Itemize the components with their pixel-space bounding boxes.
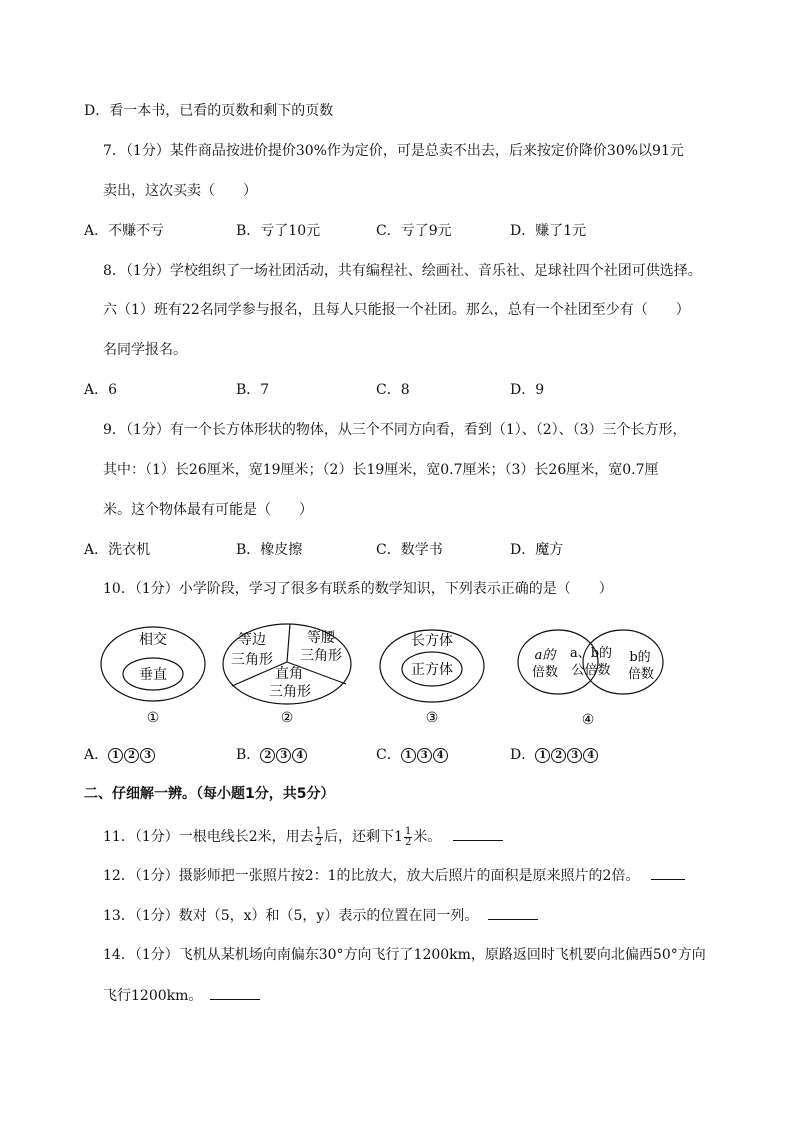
q7-option-d: D．赚了1元 [510, 223, 587, 239]
diagram-3-inner-label: 正方体 [411, 662, 453, 678]
q11-text-1: 11．（1分）一根电线长2米，用去 [103, 829, 314, 845]
q14-line1: 14．（1分）飞机从某机场向南偏东30°方向飞行了1200km，原路返回时飞机要向北偏西50°方向 [103, 947, 706, 963]
circled-number: 3 [140, 748, 155, 763]
answer-blank[interactable] [453, 826, 503, 841]
q11-line [103, 823, 503, 851]
q10-option-a [84, 745, 156, 765]
diagram-4-left-line1: a的 [534, 648, 556, 663]
q10-option-d [510, 745, 599, 765]
circled-number: 2 [124, 748, 139, 763]
q9-option-a: A．洗衣机 [84, 542, 151, 558]
diagram-2-section3-line2: 三角形 [269, 684, 311, 700]
diagram-1-inner-label: 垂直 [139, 667, 167, 683]
answer-blank[interactable] [488, 905, 538, 920]
fraction [404, 827, 412, 848]
q14-line2 [103, 985, 260, 1006]
q11-text-3: 米。 [413, 829, 442, 845]
diagram-2-section1-line1: 等边 [238, 632, 266, 648]
numerator: 1 [404, 825, 412, 837]
denominator: 2 [404, 836, 412, 848]
diagram-2-section3-line1: 直角 [275, 666, 303, 682]
option-letter: B． [236, 747, 261, 763]
answer-blank[interactable] [651, 865, 685, 880]
q8-line2: 六（1）班有22名同学参与报名，且每人只能报一个社团。那么，总有一个社团至少有（ ） [103, 302, 690, 318]
circled-number: 2 [260, 748, 275, 763]
q6-option-d: D．看一本书，已看的页数和剩下的页数 [84, 103, 334, 119]
circled-number: 4 [433, 748, 448, 763]
option-letter: D． [510, 747, 536, 763]
q10-option-b [236, 745, 308, 765]
q7-line1: 7．（1分）某件商品按进价提价30%作为定价，可是总卖不出去，后来按定价降价30%以91元 [103, 143, 684, 159]
q12-text: 12．（1分）摄影师把一张照片按2：1的比放大，放大后照片的面积是原来照片的2倍。 [103, 868, 640, 884]
diagram-1-outer-label: 相交 [139, 632, 167, 648]
q8-option-d: D．9 [510, 382, 545, 398]
circled-number: 3 [417, 748, 432, 763]
option-letter: C． [376, 747, 401, 763]
diagram-2-section1-line2: 三角形 [231, 652, 273, 668]
denominator: 2 [315, 836, 323, 848]
q11-text-2: 后，还剩下1 [324, 829, 403, 845]
q12-line [103, 865, 685, 886]
section-2-title: 二、仔细解一辨。（每小题1分，共5分） [84, 786, 335, 802]
option-letter: A． [84, 747, 109, 763]
q7-option-c: C．亏了9元 [376, 223, 452, 239]
diagram-4-left-line2: 倍数 [531, 665, 559, 680]
q7-option-a: A．不赚不亏 [84, 223, 165, 239]
q9-line2: 其中：（1）长26厘米，宽19厘米；（2）长19厘米，宽0.7厘米；（3）长26厘米，宽0.7厘 [103, 462, 659, 478]
circled-number: 3 [276, 748, 291, 763]
diagram-4-middle-line2: 公倍数 [571, 663, 611, 678]
numerator: 1 [315, 825, 323, 837]
diagram-3-number: ③ [425, 710, 439, 726]
q13-text: 13．（1分）数对（5，x）和（5，y）表示的位置在同一列。 [103, 908, 479, 924]
q7-option-b: B．亏了10元 [236, 223, 321, 239]
diagram-1-number: ① [146, 710, 160, 726]
q9-line3: 米。这个物体最有可能是（ ） [103, 502, 313, 518]
q9-option-d: D．魔方 [510, 542, 564, 558]
q10-line1: 10．（1分）小学阶段，学习了很多有联系的数学知识，下列表示正确的是（ ） [103, 581, 613, 597]
circled-number: 4 [292, 748, 307, 763]
q8-option-a: A．6 [84, 382, 118, 398]
circled-number: 1 [401, 748, 416, 763]
q8-option-c: C．8 [376, 382, 410, 398]
diagram-2-section2-line1: 等腰 [307, 630, 335, 646]
answer-blank[interactable] [210, 985, 260, 1000]
q10-diagrams [0, 612, 794, 742]
q9-option-b: B．橡皮擦 [236, 542, 303, 558]
q13-line [103, 905, 538, 926]
circled-number: 4 [583, 748, 598, 763]
fraction [315, 827, 323, 848]
diagram-3-outer-label: 长方体 [411, 633, 453, 649]
q9-option-c: C．数学书 [376, 542, 443, 558]
q7-line2: 卖出，这次买卖（ ） [103, 183, 257, 199]
diagram-4-right-line1: b的 [629, 650, 651, 665]
q8-line1: 8．（1分）学校组织了一场社团活动，共有编程社、绘画社、音乐社、足球社四个社团可供选择。 [103, 263, 702, 279]
circled-number: 1 [535, 748, 550, 763]
q10-option-c [376, 745, 449, 765]
diagram-4-middle-line1: a、b的 [569, 646, 613, 661]
diagram-2-number: ② [280, 710, 294, 726]
circled-number: 2 [551, 748, 566, 763]
q8-option-b: B．7 [236, 382, 270, 398]
diagram-2-section2-line2: 三角形 [300, 648, 342, 664]
diagram-4-number: ④ [581, 712, 595, 728]
circled-number: 1 [108, 748, 123, 763]
q8-line3: 名同学报名。 [103, 342, 187, 358]
q9-line1: 9．（1分）有一个长方体形状的物体，从三个不同方向看，看到（1）、（2）、（3）三个长方形， [103, 422, 687, 438]
circled-number: 3 [567, 748, 582, 763]
diagram-4-right-line2: 倍数 [627, 667, 655, 682]
q14-text-2: 飞行1200km。 [103, 988, 203, 1004]
